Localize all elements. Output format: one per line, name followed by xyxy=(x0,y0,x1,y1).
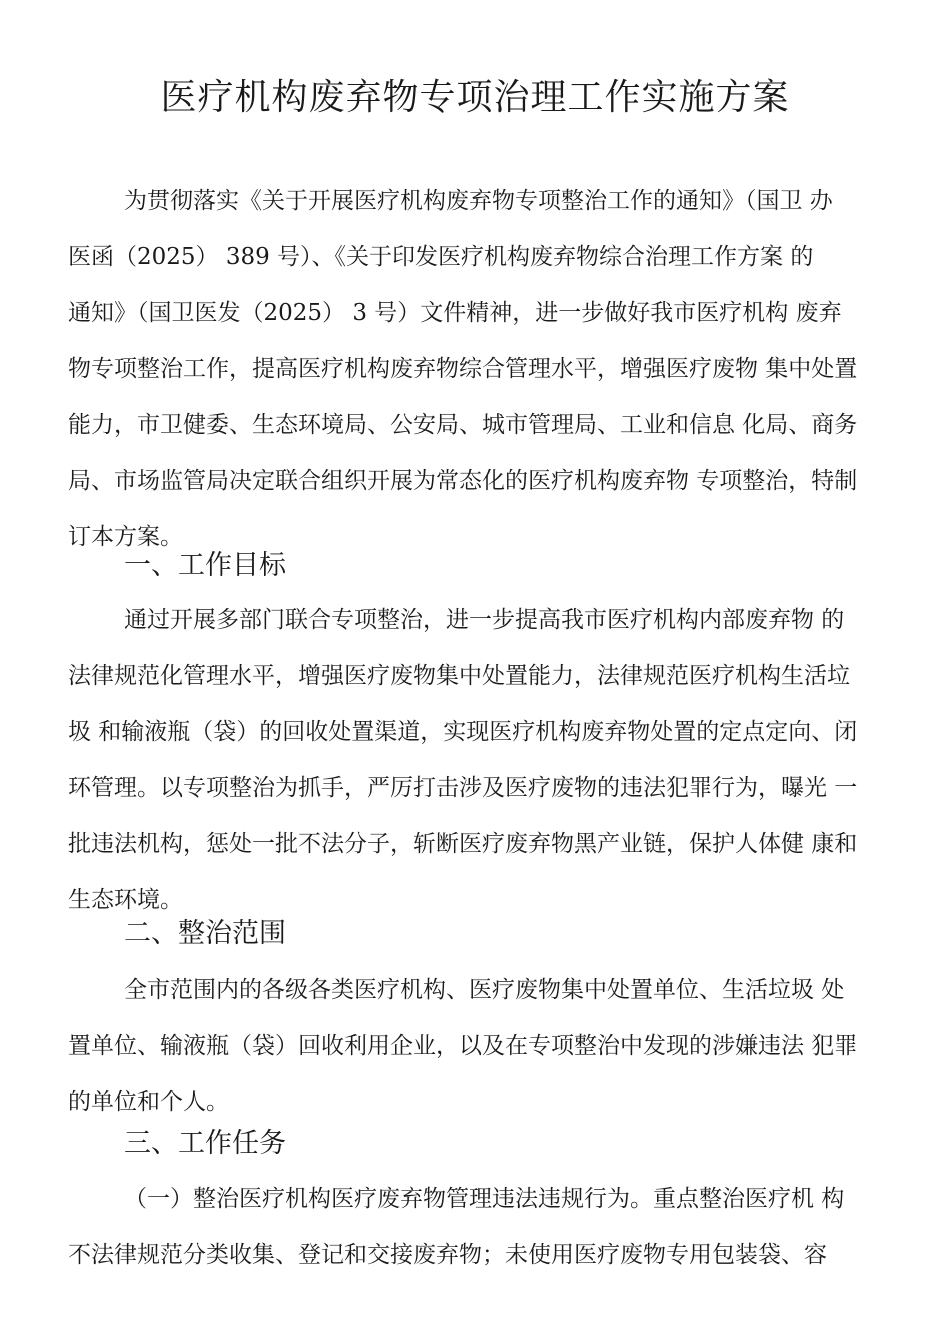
paragraph-background xyxy=(68,173,898,565)
paragraph-line: 通过开展多部门联合专项整治，进一步提高我市医疗机构内部废弃物 的 xyxy=(124,607,845,633)
document-title: 医疗机构废弃物专项治理工作实施方案 xyxy=(160,77,790,118)
section-heading-tasks: 三、工作任务 xyxy=(124,1128,286,1159)
paragraph-goals xyxy=(68,592,898,928)
paragraph-line: 置单位、输液瓶（袋）回收利用企业，以及在专项整治中发现的涉嫌违法 犯罪 xyxy=(68,1033,858,1059)
paragraph-line: 局、市场监管局决定联合组织开展为常态化的医疗机构废弃物 专项整治，特制 xyxy=(68,468,858,494)
paragraph-line: 不法律规范分类收集、登记和交接废弃物；未使用医疗废物专用包装袋、容 xyxy=(68,1242,827,1268)
paragraph-line: （一）整治医疗机构医疗废弃物管理违法违规行为。重点整治医疗机 构 xyxy=(124,1186,845,1212)
paragraph-line: 全市范围内的各级各类医疗机构、医疗废物集中处置单位、生活垃圾 处 xyxy=(124,977,845,1003)
paragraph-tasks xyxy=(68,1171,898,1283)
paragraph-line: 批违法机构，惩处一批不法分子，斩断医疗废弃物黑产业链，保护人体健 康和 xyxy=(68,831,858,857)
paragraph-line: 的单位和个人。 xyxy=(68,1089,229,1115)
paragraph-line: 圾 和输液瓶（袋）的回收处置渠道，实现医疗机构废弃物处置的定点定向、闭 xyxy=(68,719,858,745)
paragraph-line: 环管理。以专项整治为抓手，严厉打击涉及医疗废物的违法犯罪行为，曝光 一 xyxy=(68,775,858,801)
paragraph-line: 物专项整治工作，提高医疗机构废弃物综合管理水平，增强医疗废物 集中处置 xyxy=(68,356,858,382)
section-heading-goals: 一、工作目标 xyxy=(124,550,286,581)
paragraph-line: 能力，市卫健委、生态环境局、公安局、城市管理局、工业和信息 化局、商务 xyxy=(68,412,858,438)
section-heading-scope: 二、整治范围 xyxy=(124,918,286,949)
paragraph-line: 通知》（国卫医发（2025） 3 号）文件精神，进一步做好我市医疗机构 废弃 xyxy=(68,300,842,326)
paragraph-line: 生态环境。 xyxy=(68,887,183,913)
paragraph-line: 为贯彻落实《关于开展医疗机构废弃物专项整治工作的通知》（国卫 办 xyxy=(124,188,833,214)
paragraph-line: 法律规范化管理水平，增强医疗废物集中处置能力，法律规范医疗机构生活垃 xyxy=(68,663,850,689)
paragraph-line: 订本方案。 xyxy=(68,524,183,550)
paragraph-scope xyxy=(68,962,898,1130)
paragraph-line: 医函（2025） 389 号）、《关于印发医疗机构废弃物综合治理工作方案 的 xyxy=(68,244,814,270)
